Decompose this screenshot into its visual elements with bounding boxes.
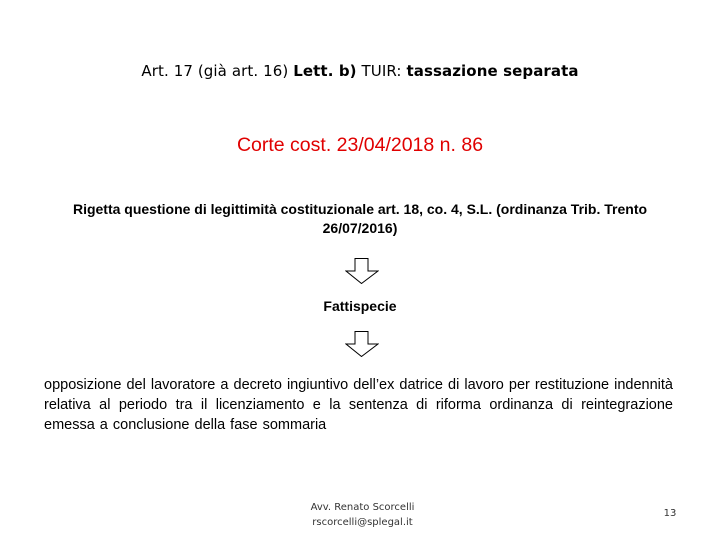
slide-title (0, 62, 720, 80)
footer-author-email: rscorcelli@splegal.it (312, 517, 413, 528)
title-part-topic: tassazione separata (406, 62, 579, 80)
down-arrow-icon (345, 331, 379, 357)
title-part-letter: Lett. b) (293, 62, 357, 80)
down-arrow-icon (345, 258, 379, 284)
footer-author-block (280, 500, 445, 530)
court-decision-heading: Corte cost. 23/04/2018 n. 86 (236, 134, 484, 156)
title-part-article: Art. 17 (già art. 16) (141, 62, 294, 80)
footer-author-name: Avv. Renato Scorcelli (310, 502, 415, 513)
facts-description: opposizione del lavoratore a decreto ingiuntivo dell’ex datrice di lavoro per restituzione indennità relativa al periodo tra il licenziamento e la sentenza di riforma ordinanza di reintegrazione emessa a conclusione della fase sommaria (44, 377, 673, 433)
facts-heading: Fattispecie (323, 298, 397, 314)
page-number: 13 (663, 508, 677, 519)
title-part-tuir: TUIR: (356, 62, 407, 80)
ruling-text: Rigetta questione di legittimità costituzionale art. 18, co. 4, S.L. (ordinanza Trib. Trento 26/07/2016) (72, 201, 648, 236)
